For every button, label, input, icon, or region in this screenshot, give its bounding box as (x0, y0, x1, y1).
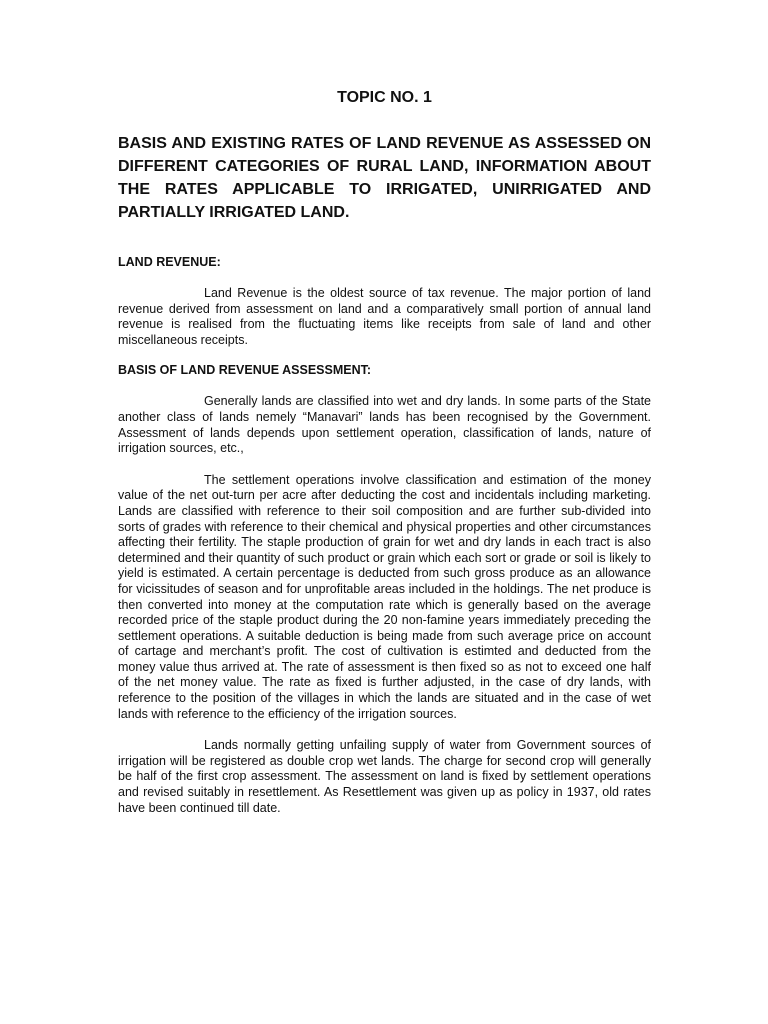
document-heading: BASIS AND EXISTING RATES OF LAND REVENUE AS ASSESSED ON DIFFERENT CATEGORIES OF RURAL LAND, INFORMATION ABOUT THE RATES APPLICABLE TO IRRIGATED, UNIRRIGATED AND PARTIALLY IRRIGATED LAND. (118, 135, 651, 221)
paragraph-double-crop-lands: Lands normally getting unfailing supply of water from Government sources of irrigation will be registered as double crop wet lands. The charge for second crop will generally be half of the first crop assessment. The assessment on land is fixed by settlement operations and revised suitably in resettlement. As Resettlement was given up as policy in 1937, old rates have been continued till date. (118, 738, 651, 815)
document-page (118, 88, 651, 832)
section-heading-assessment-basis: BASIS OF LAND REVENUE ASSESSMENT: (118, 363, 372, 378)
section-heading-land-revenue: LAND REVENUE: (118, 255, 221, 269)
topic-title: TOPIC NO. 1 (337, 89, 432, 106)
paragraph-land-classification: Generally lands are classified into wet and dry lands. In some parts of the State another class of lands nemely “Manavari” lands has been recognised by the Government. Assessment of lands depends upon settlement operation, classification of lands, nature of irrigation sources, etc., (118, 394, 651, 456)
paragraph-land-revenue: Land Revenue is the oldest source of tax revenue. The major portion of land revenue derived from assessment on land and a comparatively small portion of annual land revenue is realised from the fluctuating items like receipts from sale of land and other miscellaneous receipts. (118, 286, 651, 347)
paragraph-settlement-operations: The settlement operations involve classification and estimation of the money value of the net out-turn per acre after deducting the cost and incidentals including marketing. Lands are classified with reference to their soil composition and are further sub-divided into sorts of grades with reference to their chemical and physical properties and other circumstances affecting their fertility. The staple production of grain for wet and dry lands in each tract is also determined and their quantity of such product or grain which each sort or grade or soil is likely to yield is estimated. A certain percentage is deducted from such gross produce as an allowance for vicissitudes of season and for unprofitable areas included in the holdings. The net produce is then converted into money at the computation rate which is generally based on the average recorded price of the staple product during the 20 non-famine years immediately preceding the settlement operations. A suitable deduction is being made from such average price on account of cartage and merchant’s profit. The cost of cultivation is estimted and deducted from the money value thus arrived at. The rate of assessment is then fixed so as not to exceed one half of the net money value. The rate as fixed is further adjusted, in the case of dry lands, with reference to the position of the villages in which the lands are situated and in the case of wet lands with reference to the efficiency of the irrigation sources. (118, 472, 651, 721)
